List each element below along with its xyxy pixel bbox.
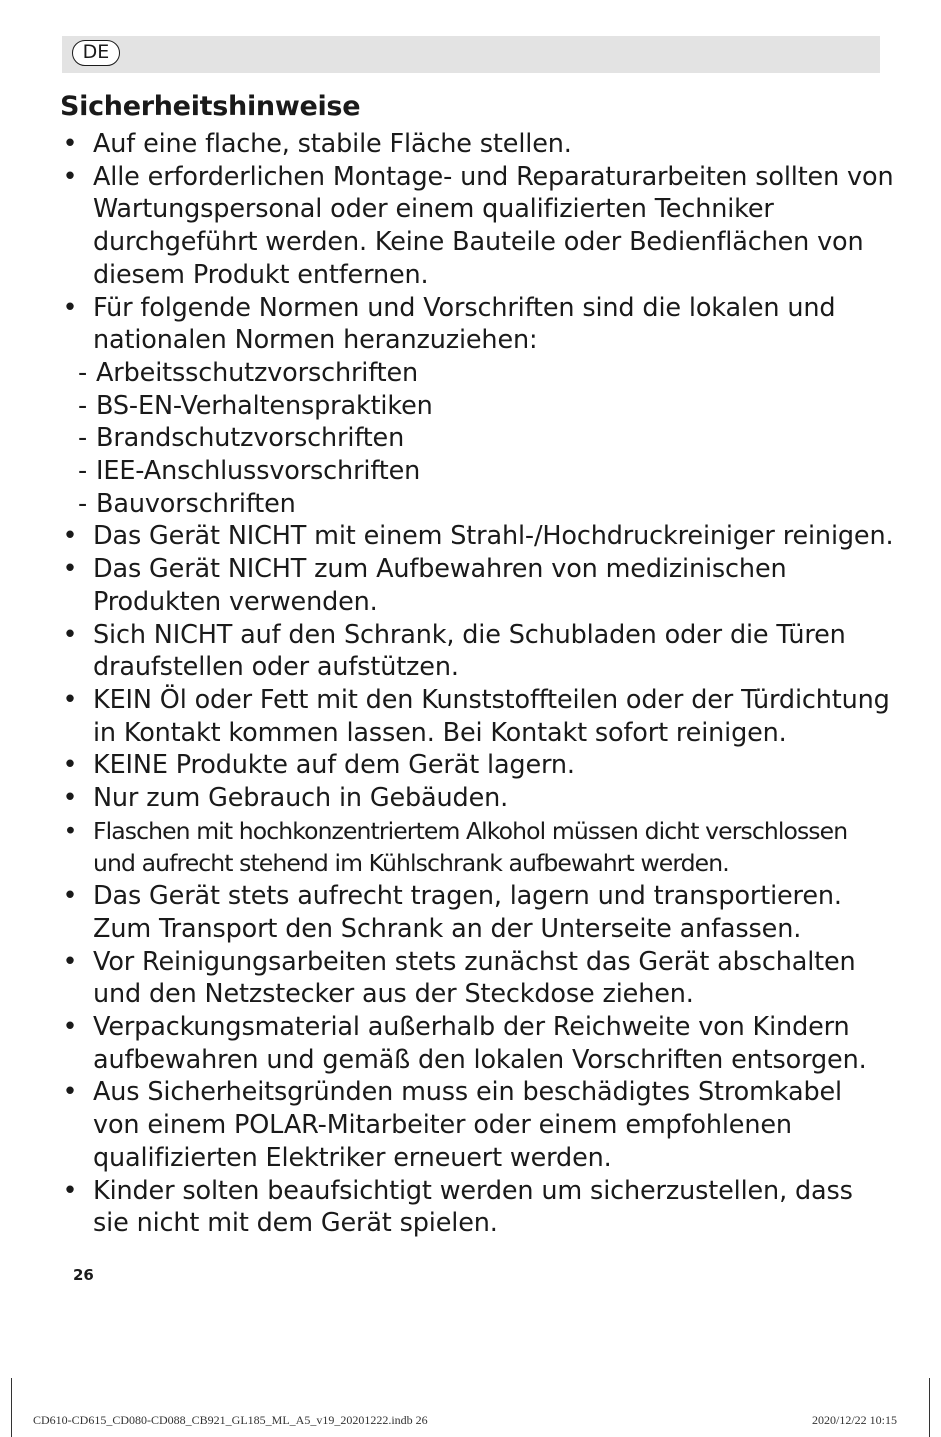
item-text: Verpackungsmaterial außerhalb der Reichweite von Kindern aufbewahren und gemäß den lokalen Vorschriften entsorgen. — [93, 1011, 867, 1075]
bullet-marker: • — [63, 816, 77, 845]
bullet-marker: • — [62, 521, 78, 552]
list-item — [60, 946, 895, 1011]
bullet-marker: • — [62, 946, 78, 977]
item-text: Auf eine flache, stabile Fläche stellen. — [93, 129, 572, 159]
bullet-marker: • — [62, 292, 78, 323]
dash-marker: - — [78, 456, 88, 487]
dash-marker: - — [78, 488, 88, 519]
list-item — [60, 880, 895, 945]
sub-list-item — [78, 422, 895, 455]
dash-marker: - — [78, 423, 88, 454]
bullet-marker: • — [62, 1175, 78, 1206]
sub-list-item — [78, 455, 895, 488]
sub-list-item — [78, 488, 895, 521]
item-text: Brandschutzvorschriften — [96, 423, 405, 454]
item-text: KEINE Produkte auf dem Gerät lagern. — [93, 750, 575, 781]
item-text: Sich NICHT auf den Schrank, die Schubladen oder die Türen draufstellen oder aufstützen. — [93, 619, 846, 683]
list-item — [60, 1011, 895, 1076]
item-text: Kinder solten beaufsichtigt werden um sicherzustellen, dass sie nicht mit dem Gerät spielen. — [93, 1175, 853, 1239]
dash-marker: - — [78, 357, 88, 388]
language-header-bar — [62, 36, 880, 73]
item-text: KEIN Öl oder Fett mit den Kunststoffteilen oder der Türdichtung in Kontakt kommen lassen. Bei Kontakt sofort reinigen. — [93, 684, 890, 748]
bullet-marker: • — [62, 881, 78, 912]
list-item — [60, 128, 895, 161]
bullet-marker: • — [62, 783, 78, 814]
bullet-marker: • — [62, 750, 78, 781]
list-item — [60, 619, 895, 684]
bullet-marker: • — [62, 161, 78, 192]
item-text: Nur zum Gebrauch in Gebäuden. — [93, 783, 509, 814]
list-item — [60, 520, 895, 553]
list-item — [60, 1076, 895, 1174]
crop-mark-left — [11, 1378, 12, 1437]
bullet-marker: • — [62, 554, 78, 585]
safety-content — [60, 128, 895, 1240]
bullet-marker: • — [62, 1077, 78, 1108]
footer-file-info: CD610-CD615_CD080-CD088_CB921_GL185_ML_A5_v19_20201222.indb 26 — [33, 1413, 428, 1427]
item-text: IEE-Anschlussvorschriften — [96, 456, 421, 487]
item-text: Alle erforderlichen Montage- und Reparaturarbeiten sollten von Wartungspersonal oder einem qualifizierten Techniker durchgeführt werden. Keine Bauteile oder Bedienflächen von diesem Produkt entfernen. — [93, 161, 894, 290]
item-text: Flaschen mit hochkonzentriertem Alkohol müssen dicht verschlossen und aufrecht stehend im Kühlschrank aufbewahrt werden. — [93, 816, 848, 878]
section-title: Sicherheitshinweise — [60, 91, 361, 122]
item-text: Vor Reinigungsarbeiten stets zunächst das Gerät abschalten und den Netzstecker aus der Steckdose ziehen. — [93, 946, 856, 1010]
crop-mark-right — [929, 1378, 930, 1437]
list-item — [60, 782, 895, 815]
item-text: Das Gerät NICHT mit einem Strahl-/Hochdruckreiniger reinigen. — [93, 521, 894, 552]
list-item — [60, 749, 895, 782]
page-number: 26 — [73, 1266, 94, 1284]
item-text: Für folgende Normen und Vorschriften sind die lokalen und nationalen Normen heranzuziehen: — [93, 292, 836, 356]
list-item — [60, 1175, 895, 1240]
item-text: Aus Sicherheitsgründen muss ein beschädigtes Stromkabel von einem POLAR-Mitarbeiter oder einem empfohlenen qualifizierten Elektriker erneuert werden. — [93, 1077, 842, 1173]
footer-timestamp: 2020/12/22 10:15 — [812, 1413, 898, 1427]
item-text: Bauvorschriften — [96, 488, 296, 519]
list-item — [60, 553, 895, 618]
bullet-marker: • — [62, 684, 78, 715]
dash-marker: - — [78, 390, 88, 421]
sub-list-item — [78, 357, 895, 390]
list-item — [60, 161, 895, 292]
sub-list-item — [78, 390, 895, 423]
bullet-marker: • — [62, 129, 78, 159]
item-text: BS-EN-Verhaltenspraktiken — [96, 390, 433, 421]
language-badge: DE — [72, 40, 120, 66]
list-item — [60, 292, 895, 357]
bullet-marker: • — [62, 619, 78, 650]
item-text: Arbeitsschutzvorschriften — [96, 357, 419, 388]
list-item — [60, 684, 895, 749]
list-item — [60, 815, 895, 880]
safety-list — [60, 128, 895, 1240]
bullet-marker: • — [62, 1011, 78, 1042]
item-text: Das Gerät stets aufrecht tragen, lagern und transportieren. Zum Transport den Schrank an der Unterseite anfassen. — [93, 881, 842, 944]
item-text: Das Gerät NICHT zum Aufbewahren von medizinischen Produkten verwenden. — [93, 554, 787, 617]
